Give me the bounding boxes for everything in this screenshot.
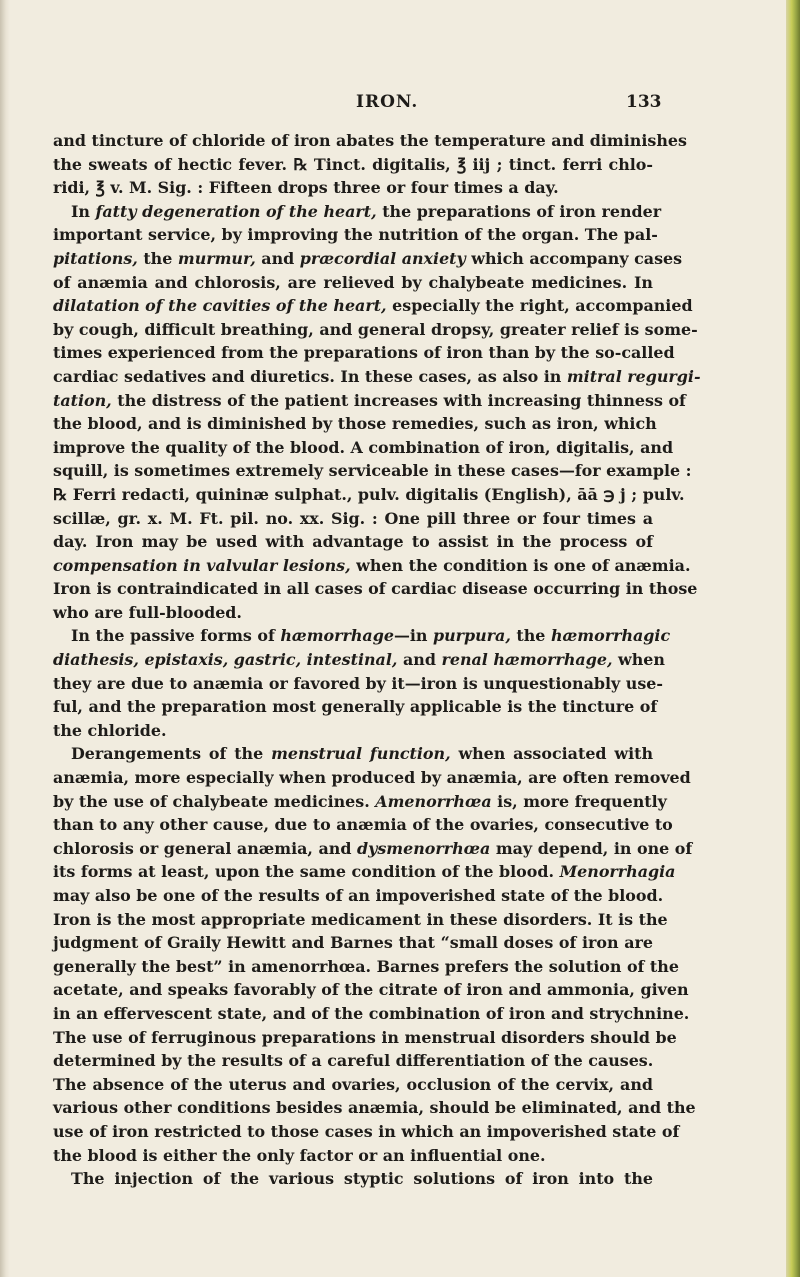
text-run: judgment of Graily Hewitt and Barnes that “small doses of iron are [53, 933, 653, 953]
text-line [53, 530, 653, 554]
text-run: cardiac sedatives and diuretics. In these cases, as also in [53, 366, 567, 386]
text-run: acetate, and speaks favorably of the citrate of iron and ammonia, given [53, 980, 689, 1000]
text-run: in an effervescent state, and of the combination of iron and strychnine. [53, 1003, 690, 1023]
text-run: determined by the results of a careful differentiation of the causes. [53, 1051, 654, 1071]
text-run: The injection of the various styptic solutions of iron into the [71, 1169, 653, 1189]
text-run: and [255, 248, 300, 268]
text-run: various other conditions besides anæmia, should be eliminated, and the [53, 1098, 696, 1118]
text-line [53, 554, 691, 578]
italic-phrase: dilatation of the cavities of the heart, [53, 296, 387, 316]
italic-phrase: fatty degeneration of the heart, [95, 201, 377, 221]
text-run: The use of ferruginous preparations in menstrual disorders should be [53, 1027, 677, 1047]
text-run: squill, is sometimes extremely serviceable in these cases—for example : [53, 461, 692, 481]
text-line [53, 1120, 680, 1144]
text-run: Iron is the most appropriate medicament in these disorders. It is the [53, 909, 668, 929]
text-run: —in [393, 626, 433, 646]
text-line [53, 766, 691, 790]
text-line [53, 129, 687, 153]
text-run: anæmia, more especially when produced by anæmia, are often removed [53, 768, 691, 788]
text-run: the preparations of iron render [376, 201, 662, 221]
text-line [53, 271, 653, 295]
book-edge-strip [786, 0, 800, 1277]
italic-phrase: hæmorrhage [280, 626, 394, 646]
italic-phrase: Amenorrhœa [375, 791, 492, 811]
text-line [53, 837, 693, 861]
text-line [53, 955, 679, 979]
italic-phrase: hæmorrhagic [550, 626, 671, 646]
page-number: 133 [626, 92, 662, 112]
text-line [53, 931, 653, 955]
text-run: the [510, 626, 551, 646]
text-line [53, 412, 657, 436]
text-line [53, 624, 671, 648]
text-line [53, 294, 693, 318]
text-line [53, 719, 653, 743]
text-line [53, 672, 663, 696]
text-run: generally the best” in amenorrhœa. Barnes prefers the solution of the [53, 956, 679, 976]
italic-phrase: purpura, [432, 626, 511, 646]
text-run: Derangements of the [71, 744, 272, 764]
text-run: and tincture of chloride of iron abates the temperature and diminishes [53, 131, 687, 150]
text-line [53, 742, 653, 766]
text-run: who are full-blooded. [53, 602, 242, 622]
italic-phrase: murmur, [177, 248, 256, 268]
text-line [53, 507, 653, 531]
text-run: may also be one of the results of an impoverished state of the blood. [53, 886, 664, 905]
text-run: times experienced from the preparations of iron than by the so-called [53, 343, 675, 363]
text-line [53, 695, 658, 719]
text-run: its forms at least, upon the same condition of the blood. [53, 862, 560, 882]
italic-phrase: mitral regurgi- [566, 366, 701, 386]
text-run: the [137, 248, 178, 268]
italic-phrase: Menorrhagia [559, 862, 676, 882]
text-line [53, 601, 653, 625]
text-run: In the passive forms of [71, 626, 281, 646]
text-line [53, 790, 667, 814]
text-run: the chloride. [53, 720, 167, 740]
text-line [53, 577, 698, 601]
text-line [53, 813, 673, 837]
text-run: when [612, 650, 665, 670]
text-line [53, 884, 664, 908]
text-line [53, 365, 701, 389]
text-line [53, 247, 683, 271]
text-line [53, 648, 665, 672]
running-head [0, 92, 800, 116]
text-line [53, 978, 689, 1002]
text-run: they are due to anæmia or favored by it—iron is unquestionably use- [53, 673, 663, 693]
italic-phrase: dysmenorrhœa [356, 838, 491, 858]
text-run: Iron is contraindicated in all cases of cardiac disease occurring in those [53, 579, 698, 599]
text-run: The absence of the uterus and ovaries, occlusion of the cervix, and [53, 1074, 653, 1094]
text-line [53, 318, 698, 342]
text-run: may depend, in one of [490, 838, 693, 858]
text-run: by the use of chalybeate medicines. [53, 791, 376, 811]
text-line [53, 341, 675, 365]
text-line [53, 1144, 653, 1168]
text-run: of anæmia and chlorosis, are relieved by chalybeate medicines. In [53, 272, 653, 292]
text-run: especially the right, accompanied [386, 296, 693, 316]
text-run: ful, and the preparation most generally applicable is the tincture of [53, 697, 658, 717]
text-run: is, more frequently [491, 791, 667, 811]
page-left-edge-shadow [0, 0, 10, 1277]
text-line [53, 459, 692, 483]
text-line [53, 436, 674, 460]
text-run: ℞ Ferri redacti, quininæ sulphat., pulv. digitalis (English), āā ℈ j ; pulv. [53, 484, 685, 504]
text-run: scillæ, gr. x. M. Ft. pil. no. xx. Sig. : One pill three or four times a [53, 508, 653, 528]
text-run: In [71, 201, 96, 221]
italic-phrase: diathesis, epistaxis, gastric, intestinal, [53, 650, 398, 670]
text-run: which accompany cases [465, 248, 683, 268]
text-run: the blood is either the only factor or an influential one. [53, 1145, 546, 1165]
text-line [53, 908, 668, 932]
text-run: than to any other cause, due to anæmia of the ovaries, consecutive to [53, 815, 673, 835]
italic-phrase: compensation in valvular lesions, [53, 555, 351, 575]
text-run: by cough, difficult breathing, and general dropsy, greater relief is some- [53, 319, 698, 339]
text-line [53, 860, 676, 884]
text-run: ridi, ℥ v. M. Sig. : Fifteen drops three or four times a day. [53, 178, 559, 198]
text-line [53, 223, 658, 247]
text-line [53, 483, 685, 507]
text-run: chlorosis or general anæmia, and [53, 838, 357, 858]
text-run: improve the quality of the blood. A combination of iron, digitalis, and [53, 437, 674, 457]
italic-phrase: menstrual function, [271, 744, 451, 764]
text-run: the sweats of hectic fever. ℞ Tinct. digitalis, ℥ iij ; tinct. ferri chlo- [53, 154, 653, 174]
text-line [53, 153, 653, 177]
text-body [53, 129, 701, 1191]
italic-phrase: tation, [53, 390, 112, 410]
text-run: when the condition is one of anæmia. [350, 555, 691, 575]
text-run: important service, by improving the nutrition of the organ. The pal- [53, 225, 658, 245]
italic-phrase: præcordial anxiety [299, 248, 466, 268]
text-line [53, 389, 686, 413]
text-line [53, 1026, 677, 1050]
text-run: the distress of the patient increases with increasing thinness of [111, 390, 686, 410]
text-line [53, 1167, 653, 1191]
text-run: the blood, and is diminished by those remedies, such as iron, which [53, 414, 657, 434]
text-line [53, 176, 653, 200]
page-header-title: IRON. [356, 92, 419, 112]
text-run: day. Iron may be used with advantage to assist in the process of [53, 532, 653, 552]
text-line [53, 1002, 690, 1026]
text-line [53, 1096, 696, 1120]
text-run: when associated with [450, 744, 653, 764]
text-run: and [397, 650, 442, 670]
text-run: use of iron restricted to those cases in which an impoverished state of [53, 1121, 680, 1141]
text-line [53, 200, 662, 224]
italic-phrase: renal hæmorrhage, [441, 650, 613, 670]
text-line [53, 1049, 653, 1073]
text-line [53, 1073, 653, 1097]
italic-phrase: pitations, [53, 248, 138, 268]
